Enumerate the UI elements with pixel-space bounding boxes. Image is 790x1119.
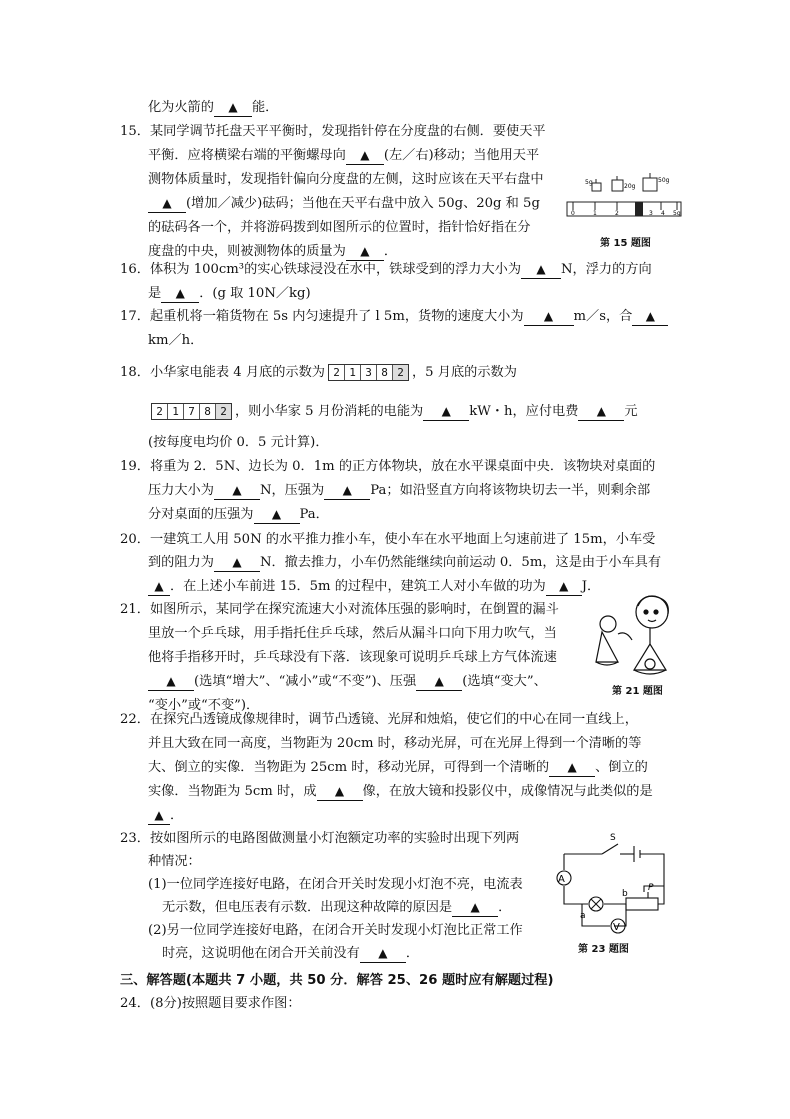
switch-label: S bbox=[610, 833, 616, 843]
question-18: 18．小华家电能表 4 月底的示数为 2 1 3 8 2 ，5 月底的示数为 bbox=[120, 365, 517, 380]
answer-blank: ▲ bbox=[162, 196, 172, 210]
question-23: 23．按如图所示的电路图做测量小灯泡额定功率的实验时出现下列两 bbox=[120, 831, 520, 846]
answer-blank: ▲ bbox=[543, 309, 554, 323]
text-line: ▲ (选填“增大”、“减小”或“不变”)、压强 ▲ (选填“变大”、 bbox=[148, 672, 547, 692]
answer-blank: ▲ bbox=[645, 309, 655, 323]
figure-15-caption: 第 15 题图 bbox=[600, 238, 651, 249]
scale-label: 5g bbox=[673, 210, 681, 217]
meter-april: 2 1 3 8 2 bbox=[328, 364, 409, 381]
text-line: 化为火箭的 ▲ 能． bbox=[148, 100, 279, 115]
text-line: (2)另一位同学连接好电路，在闭合开关时发现小灯泡比正常工作 bbox=[148, 923, 523, 938]
text-line: 种情况： bbox=[148, 854, 201, 869]
answer-blank: ▲ bbox=[360, 148, 370, 162]
text-line: km／h． bbox=[148, 333, 204, 348]
text-line: 里放一个乒乓球，用手指托住乒乓球，然后从漏斗口向下用力吹气，当 bbox=[148, 626, 557, 641]
question-17: 17．起重机将一箱货物在 5s 内匀速提升了 l 5m，货物的速度大小为 ▲ m／s，合 ▲ bbox=[120, 307, 668, 327]
text-line: 时亮，这说明他在闭合开关前没有 ▲ ． bbox=[162, 946, 419, 961]
figure-21 bbox=[592, 592, 682, 684]
text-line: ▲ ．在上述小车前进 15．5m 的过程中，建筑工人对小车做的功为 ▲ J． bbox=[148, 577, 600, 597]
figure-15 bbox=[565, 172, 685, 232]
text-line: 2 1 7 8 2 ，则小华家 5 月份消耗的电能为 ▲ kW・h，应付电费 ▲ 元 bbox=[148, 402, 638, 422]
text-line: 实像．当物距为 5cm 时，成 ▲ 像，在放大镜和投影仪中，成像情况与此类似的是 bbox=[148, 784, 653, 799]
text-line: ▲ (增加／减少)砝码；当他在天平右盘中放入 50g、20g 和 5g bbox=[148, 194, 540, 214]
text-line: 压力大小为 ▲ N，压强为 ▲ Pa；如沿竖直方向将该物块切去一半，则剩余部 bbox=[148, 483, 651, 498]
answer-blank: ▲ bbox=[360, 244, 370, 258]
answer-blank: ▲ bbox=[434, 674, 444, 688]
scale-label: 3 bbox=[649, 210, 653, 217]
section-3-heading: 三、解答题(本题共 7 小题，共 50 分．解答 25、26 题时应有解题过程) bbox=[120, 973, 554, 988]
answer-blank: ▲ bbox=[342, 483, 352, 497]
mass-label: 20g bbox=[624, 183, 636, 190]
text-line: ▲ ． bbox=[148, 806, 183, 826]
text-line: 大、倒立的实像．当物距为 25cm 时，移动光屏，可得到一个清晰的 ▲ 、倒立的 bbox=[148, 760, 648, 775]
text-line: 平衡．应将横梁右端的平衡螺母向 ▲ (左／右)移动；当他用天平 bbox=[148, 148, 540, 163]
scale-label: 1 bbox=[593, 210, 597, 217]
answer-blank: ▲ bbox=[232, 483, 242, 497]
text-line: 的砝码各一个，并将游码拨到如图所示的位置时，指针恰好指在分 bbox=[148, 220, 531, 235]
text-line: 度盘的中央，则被测物体的质量为 ▲ ． bbox=[148, 244, 397, 259]
text-line: 他将手指移开时，乒乓球没有下落．该现象可说明乒乓球上方气体流速 bbox=[148, 650, 557, 665]
scale-label: 4 bbox=[661, 210, 665, 217]
answer-blank: ▲ bbox=[175, 286, 185, 300]
text-line: 到的阻力为 ▲ N．撤去推力，小车仍然能继续向前运动 0．5m，这是由于小车具有 bbox=[148, 555, 662, 570]
answer-blank: ▲ bbox=[536, 262, 546, 276]
voltmeter-label: V bbox=[613, 922, 620, 933]
text-line: 测物体质量时，发现指针偏向分度盘的左侧，这时应该在天平右盘中 bbox=[148, 172, 544, 187]
question-16: 16．体积为 100cm³的实心铁球浸没在水中，铁球受到的浮力大小为 ▲ N，浮力的方向 bbox=[120, 262, 652, 277]
answer-blank: ▲ bbox=[228, 100, 238, 114]
node-a-label: a bbox=[580, 911, 586, 921]
question-22: 22．在探究凸透镜成像规律时，调节凸透镜、光屏和烛焰，使它们的中心在同一直线上， bbox=[120, 712, 638, 727]
mass-label: 5g bbox=[585, 179, 593, 186]
answer-blank: ▲ bbox=[441, 404, 451, 418]
text-line: 无示数，但电压表有示数．出现这种故障的原因是 ▲ ． bbox=[162, 900, 512, 915]
question-21: 21．如图所示，某同学在探究流速大小对流体压强的影响时，在倒置的漏斗 bbox=[120, 602, 559, 617]
text-line: “变小”或“不变”)． bbox=[148, 698, 260, 713]
answer-blank: ▲ bbox=[334, 784, 345, 798]
scale-label: 2 bbox=[615, 210, 619, 217]
text-line: (1)一位同学连接好电路，在闭合开关时发现小灯泡不亮，电流表 bbox=[148, 877, 523, 892]
mass-label: 50g bbox=[658, 177, 670, 184]
answer-blank: ▲ bbox=[232, 555, 242, 569]
slider-p-label: P bbox=[648, 883, 654, 893]
figure-23-circuit bbox=[552, 830, 672, 942]
ammeter-label: A bbox=[558, 874, 565, 885]
meter-may: 2 1 7 8 2 bbox=[151, 403, 232, 420]
text-line: (按每度电均价 0．5 元计算)． bbox=[148, 435, 329, 450]
figure-21-caption: 第 21 题图 bbox=[612, 686, 663, 697]
answer-blank: ▲ bbox=[596, 404, 606, 418]
question-19: 19．将重为 2．5N、边长为 0．1m 的正方体物块，放在水平课桌面中央．该物块对桌面的 bbox=[120, 459, 656, 474]
answer-blank: ▲ bbox=[378, 946, 388, 960]
answer-blank: ▲ bbox=[166, 674, 176, 688]
answer-blank: ▲ bbox=[154, 579, 164, 593]
answer-blank: ▲ bbox=[559, 579, 569, 593]
text-line: 并且大致在同一高度，当物距为 20cm 时，移动光屏，可在光屏上得到一个清晰的等 bbox=[148, 736, 642, 751]
text-line: 是 ▲ ．(g 取 10N／kg) bbox=[148, 286, 311, 301]
question-24: 24．(8分)按照题目要求作图： bbox=[120, 996, 301, 1011]
question-20: 20．一建筑工人用 50N 的水平推力推小车，使小车在水平地面上匀速前进了 15m，小车受 bbox=[120, 532, 656, 547]
answer-blank: ▲ bbox=[567, 760, 577, 774]
node-b-label: b bbox=[622, 889, 628, 899]
scale-label: 0 bbox=[571, 210, 575, 217]
question-15: 15．某同学调节托盘天平平衡时，发现指针停在分度盘的右侧．要使天平 bbox=[120, 124, 546, 139]
answer-blank: ▲ bbox=[271, 507, 282, 521]
figure-23-caption: 第 23 题图 bbox=[578, 944, 629, 955]
text-line: 分对桌面的压强为 ▲ Pa． bbox=[148, 507, 329, 522]
answer-blank: ▲ bbox=[470, 900, 480, 914]
answer-blank: ▲ bbox=[154, 808, 164, 822]
